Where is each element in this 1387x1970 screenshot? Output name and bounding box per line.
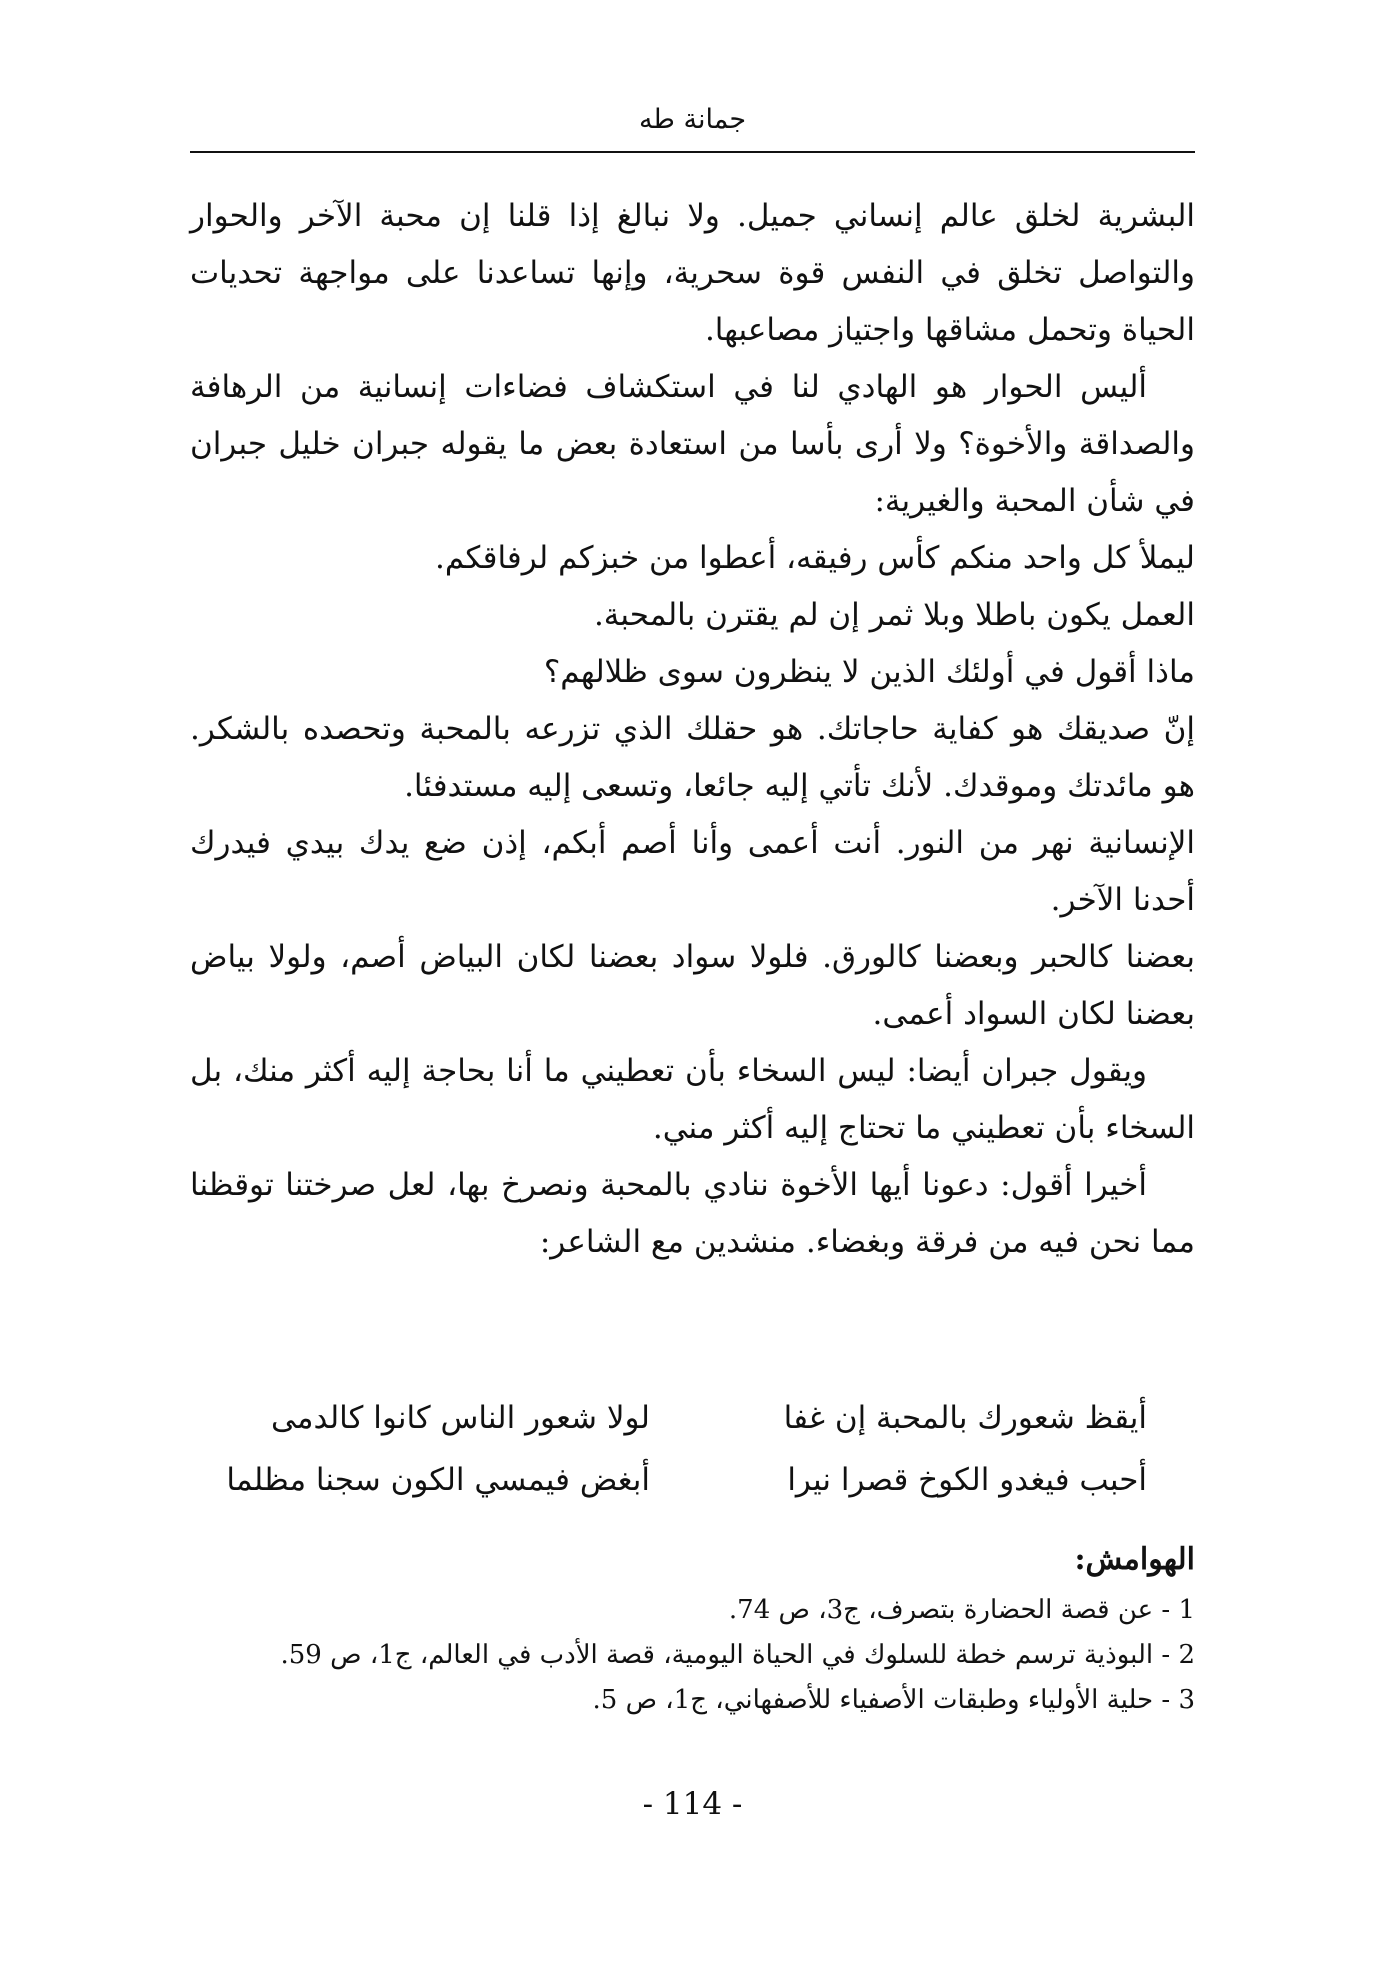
poem [190, 1387, 1195, 1511]
running-head-title: جمانة طه [638, 104, 747, 135]
paragraph: أليس الحوار هو الهادي لنا في استكشاف فضاءات إنسانية من الرهافة والصداقة والأخوة؟ ولا أرى بأسا من استعادة بعض ما يقوله جبران خليل جبران في شأن المحبة والغيرية: [190, 369, 1195, 519]
body-text [190, 188, 1195, 1271]
footnotes-list [190, 1588, 1195, 1723]
footnote: 3 - حلية الأولياء وطبقات الأصفياء للأصفهاني، ج1، ص 5. [592, 1685, 1195, 1715]
quote-line: ليملأ كل واحد منكم كأس رفيقه، أعطوا من خبزكم لرفاقكم. [435, 540, 1195, 576]
quote-line: العمل يكون باطلا وبلا ثمر إن لم يقترن بالمحبة. [593, 597, 1195, 633]
quote-line: ماذا أقول في أولئك الذين لا ينظرون سوى ظلالهم؟ [543, 654, 1195, 690]
footnote: 1 - عن قصة الحضارة بتصرف، ج3، ص 74. [728, 1595, 1195, 1625]
verse-second-hemistich: أبغض فيمسي الكون سجنا مظلما [226, 1462, 650, 1498]
paragraph: أخيرا أقول: دعونا أيها الأخوة ننادي بالمحبة ونصرخ بها، لعل صرختنا توقظنا مما نحن فيه من فرقة وبغضاء. منشدين مع الشاعر: [190, 1167, 1195, 1260]
paragraph: ويقول جبران أيضا: ليس السخاء بأن تعطيني ما أنا بحاجة إليه أكثر منك، بل السخاء بأن تعطيني ما تحتاج إليه أكثر مني. [190, 1053, 1195, 1146]
verse-first-hemistich: أيقظ شعورك بالمحبة إن غفا [783, 1400, 1147, 1436]
quote-line: بعضنا كالحبر وبعضنا كالورق. فلولا سواد بعضنا لكان البياض أصم، ولولا بياض بعضنا لكان السواد أعمى. [190, 939, 1195, 1032]
footnotes-heading: الهوامش: [1074, 1542, 1195, 1577]
verse-second-hemistich: لولا شعور الناس كانوا كالدمى [271, 1400, 650, 1436]
poem-verse [190, 1449, 1195, 1511]
page-number: - 114 - [642, 1786, 743, 1822]
quote-line: إنّ صديقك هو كفاية حاجاتك. هو حقلك الذي تزرعه بالمحبة وتحصده بالشكر. هو مائدتك وموقدك. لأنك تأتي إليه جائعا، وتسعى إليه مستدفئا. [190, 711, 1195, 804]
poem-verse [190, 1387, 1195, 1449]
footnote: 2 - البوذية ترسم خطة للسلوك في الحياة اليومية، قصة الأدب في العالم، ج1، ص 59. [280, 1640, 1195, 1670]
quote-line: الإنسانية نهر من النور. أنت أعمى وأنا أصم أبكم، إذن ضع يدك بيدي فيدرك أحدنا الآخر. [190, 825, 1195, 918]
verse-first-hemistich: أحبب فيغدو الكوخ قصرا نيرا [787, 1462, 1147, 1498]
paragraph: البشرية لخلق عالم إنساني جميل. ولا نبالغ إذا قلنا إن محبة الآخر والحوار والتواصل تخلق في النفس قوة سحرية، وإنها تساعدنا على مواجهة تحديات الحياة وتحمل مشاقها واجتياز مصاعبها. [190, 198, 1195, 348]
header-rule [190, 151, 1195, 153]
